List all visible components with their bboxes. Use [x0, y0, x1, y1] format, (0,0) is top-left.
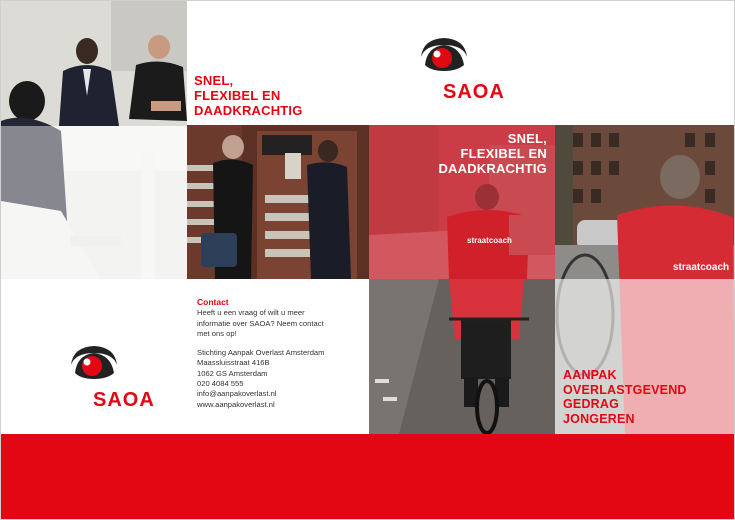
street-address: Maassluisstraat 416B: [197, 358, 270, 368]
photo-faded-overlay: [1, 126, 187, 279]
email-link[interactable]: info@aanpakoverlast.nl: [197, 389, 277, 399]
top-tagline-line: SNEL,: [194, 73, 234, 88]
contact-spacer: [197, 339, 365, 348]
overlay-tagline-line: DAADKRACHTIG: [438, 161, 547, 176]
organization-name: Stichting Aanpak Overlast Amsterdam: [197, 348, 325, 358]
bottom-tagline-line: OVERLASTGEVEND: [563, 382, 687, 397]
postal-city: 1062 GS Amsterdam: [197, 368, 268, 378]
shirt-logo-text: straatcoach: [673, 262, 730, 273]
bottom-tagline-line: JONGEREN: [563, 411, 635, 426]
cyclist-road-photo: [369, 279, 555, 434]
contact-intro-line: Heeft u een vraag of wilt u meer: [197, 308, 305, 318]
contact-title: Contact: [197, 297, 229, 307]
top-tagline-line: FLEXIBEL EN: [194, 88, 281, 103]
saoa-eye-logo-icon: [417, 35, 471, 75]
bottom-red-band: [1, 434, 734, 519]
saoa-logo-bottom: [67, 343, 167, 413]
overlay-tagline-line: FLEXIBEL EN: [460, 146, 547, 161]
saoa-logo-top: [413, 35, 513, 105]
bottom-tagline: [563, 368, 687, 426]
contact-intro-line: informatie over SAOA? Neem contact: [197, 318, 324, 328]
door-photo: [187, 125, 369, 279]
logo-wordmark: SAOA: [93, 389, 155, 411]
meeting-photo: [1, 1, 187, 279]
bottom-tagline-line: GEDRAG: [563, 397, 620, 411]
overlay-tagline: [421, 131, 547, 176]
saoa-eye-logo-icon: [67, 343, 121, 383]
contact-block: [197, 297, 365, 410]
overlay-tagline-line: SNEL,: [507, 131, 547, 146]
logo-wordmark: SAOA: [443, 81, 505, 103]
shirt-logo-text: straatcoach: [467, 236, 512, 245]
contact-intro-line: met ons op!: [197, 328, 237, 338]
top-tagline-line: DAADKRACHTIG: [194, 103, 303, 118]
phone-number: 020 4084 555: [197, 379, 244, 389]
website-link[interactable]: www.aanpakoverlast.nl: [197, 399, 275, 409]
top-tagline: [194, 73, 303, 118]
bottom-tagline-line: AANPAK: [563, 368, 617, 382]
